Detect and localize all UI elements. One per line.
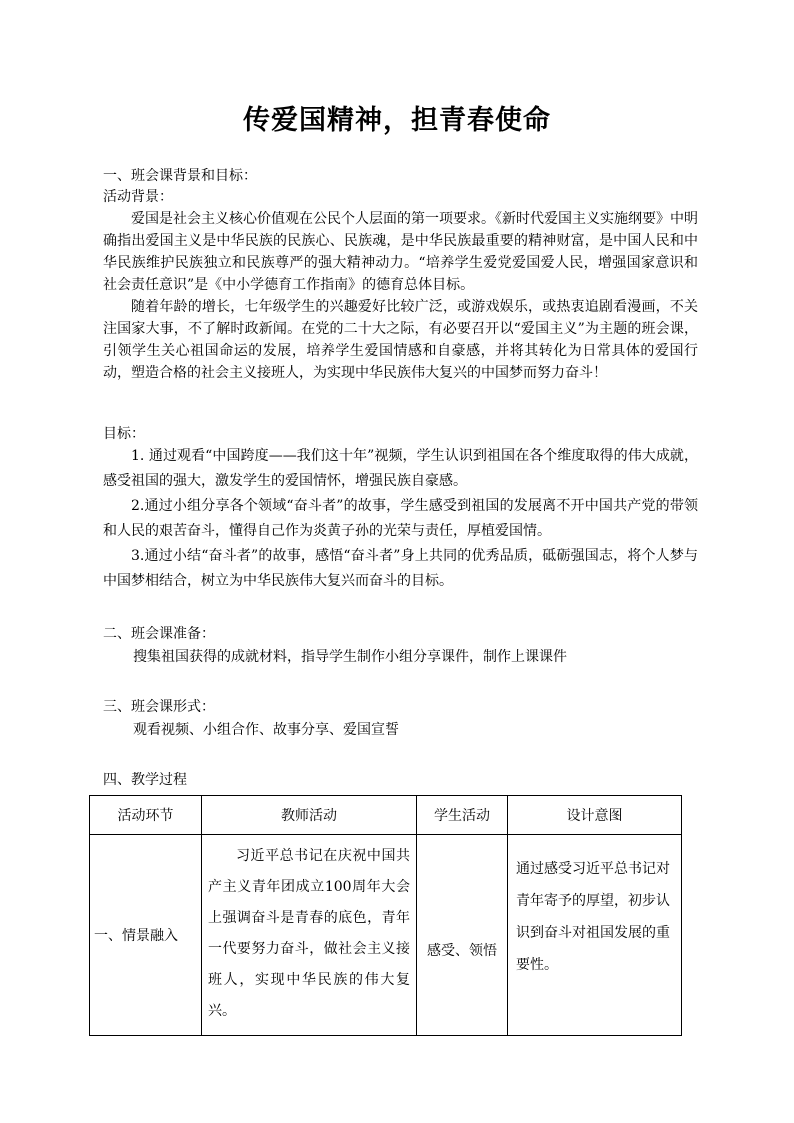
table-header-row [90, 796, 682, 835]
table-row [90, 835, 682, 1036]
goal-item: 3.通过小结“奋斗者”的故事，感悟“奋斗者”身上共同的优秀品质，砥砺强国志，将个人梦与中国梦相结合，树立为中华民族伟大复兴而奋斗的目标。 [103, 548, 698, 589]
background-paragraph-1: 爱国是社会主义核心价值观在公民个人层面的第一项要求。《新时代爱国主义实施纲要》中明确指出爱国主义是中华民族的民族心、民族魂，是中华民族最重要的精神财富，是中国人民和中华民族维护民族独立和民族尊严的强大精神动力。“培养学生爱党爱国爱人民，增强国家意识和社会责任意识”是《中小学德育工作指南》的德育总体目标。 [103, 211, 698, 293]
teacher-activity-cell: 习近平总书记在庆祝中国共产主义青年团成立100周年大会上强调奋斗是青春的底色，青年一代要努力奋斗，做社会主义接班人，实现中华民族的伟大复兴。 [202, 835, 417, 1036]
column-header: 教师活动 [202, 796, 417, 835]
student-activity-cell: 感受、领悟 [417, 835, 508, 1036]
teaching-process-table [89, 795, 682, 1036]
design-intent-cell: 通过感受习近平总书记对青年寄予的厚望，初步认识到奋斗对祖国发展的重要性。 [508, 835, 682, 1036]
background-section [103, 208, 698, 384]
goals-list [103, 444, 698, 594]
section4-heading: 四、教学过程 [103, 772, 187, 788]
column-header: 设计意图 [508, 796, 682, 835]
section2-heading: 二、班会课准备： [103, 626, 215, 642]
goal-item: 1. 通过观看“中国跨度——我们这十年”视频，学生认识到祖国在各个维度取得的伟大成就，感受祖国的强大，激发学生的爱国情怀，增强民族自豪感。 [103, 448, 698, 489]
stage-cell: 一、情景融入 [90, 835, 202, 1036]
section3-content: 观看视频、小组合作、故事分享、爱国宣誓 [133, 722, 399, 738]
goals-label: 目标： [103, 426, 145, 442]
section2-content: 搜集祖国获得的成就材料，指导学生制作小组分享课件，制作上课课件 [133, 649, 567, 665]
section1-heading: 一、班会课背景和目标： [103, 168, 257, 184]
column-header: 活动环节 [90, 796, 202, 835]
goal-item: 2.通过小组分享各个领域“奋斗者”的故事，学生感受到祖国的发展离不开中国共产党的带领和人民的艰苦奋斗，懂得自己作为炎黄子孙的光荣与责任，厚植爱国情。 [103, 498, 698, 539]
column-header: 学生活动 [417, 796, 508, 835]
background-paragraph-2: 随着年龄的增长，七年级学生的兴趣爱好比较广泛，或游戏娱乐，或热衷追剧看漫画，不关注国家大事，不了解时政新闻。在党的二十大之际，有必要召开以“爱国主义”为主题的班会课，引领学生关心祖国命运的发展，培养学生爱国情感和自豪感，并将其转化为日常具体的爱国行动，塑造合格的社会主义接班人，为实现中华民族伟大复兴的中国梦而努力奋斗！ [103, 299, 698, 381]
section3-heading: 三、班会课形式： [103, 699, 215, 715]
document-title: 传爱国精神，担青春使命 [243, 105, 551, 136]
background-label: 活动背景： [103, 189, 173, 205]
